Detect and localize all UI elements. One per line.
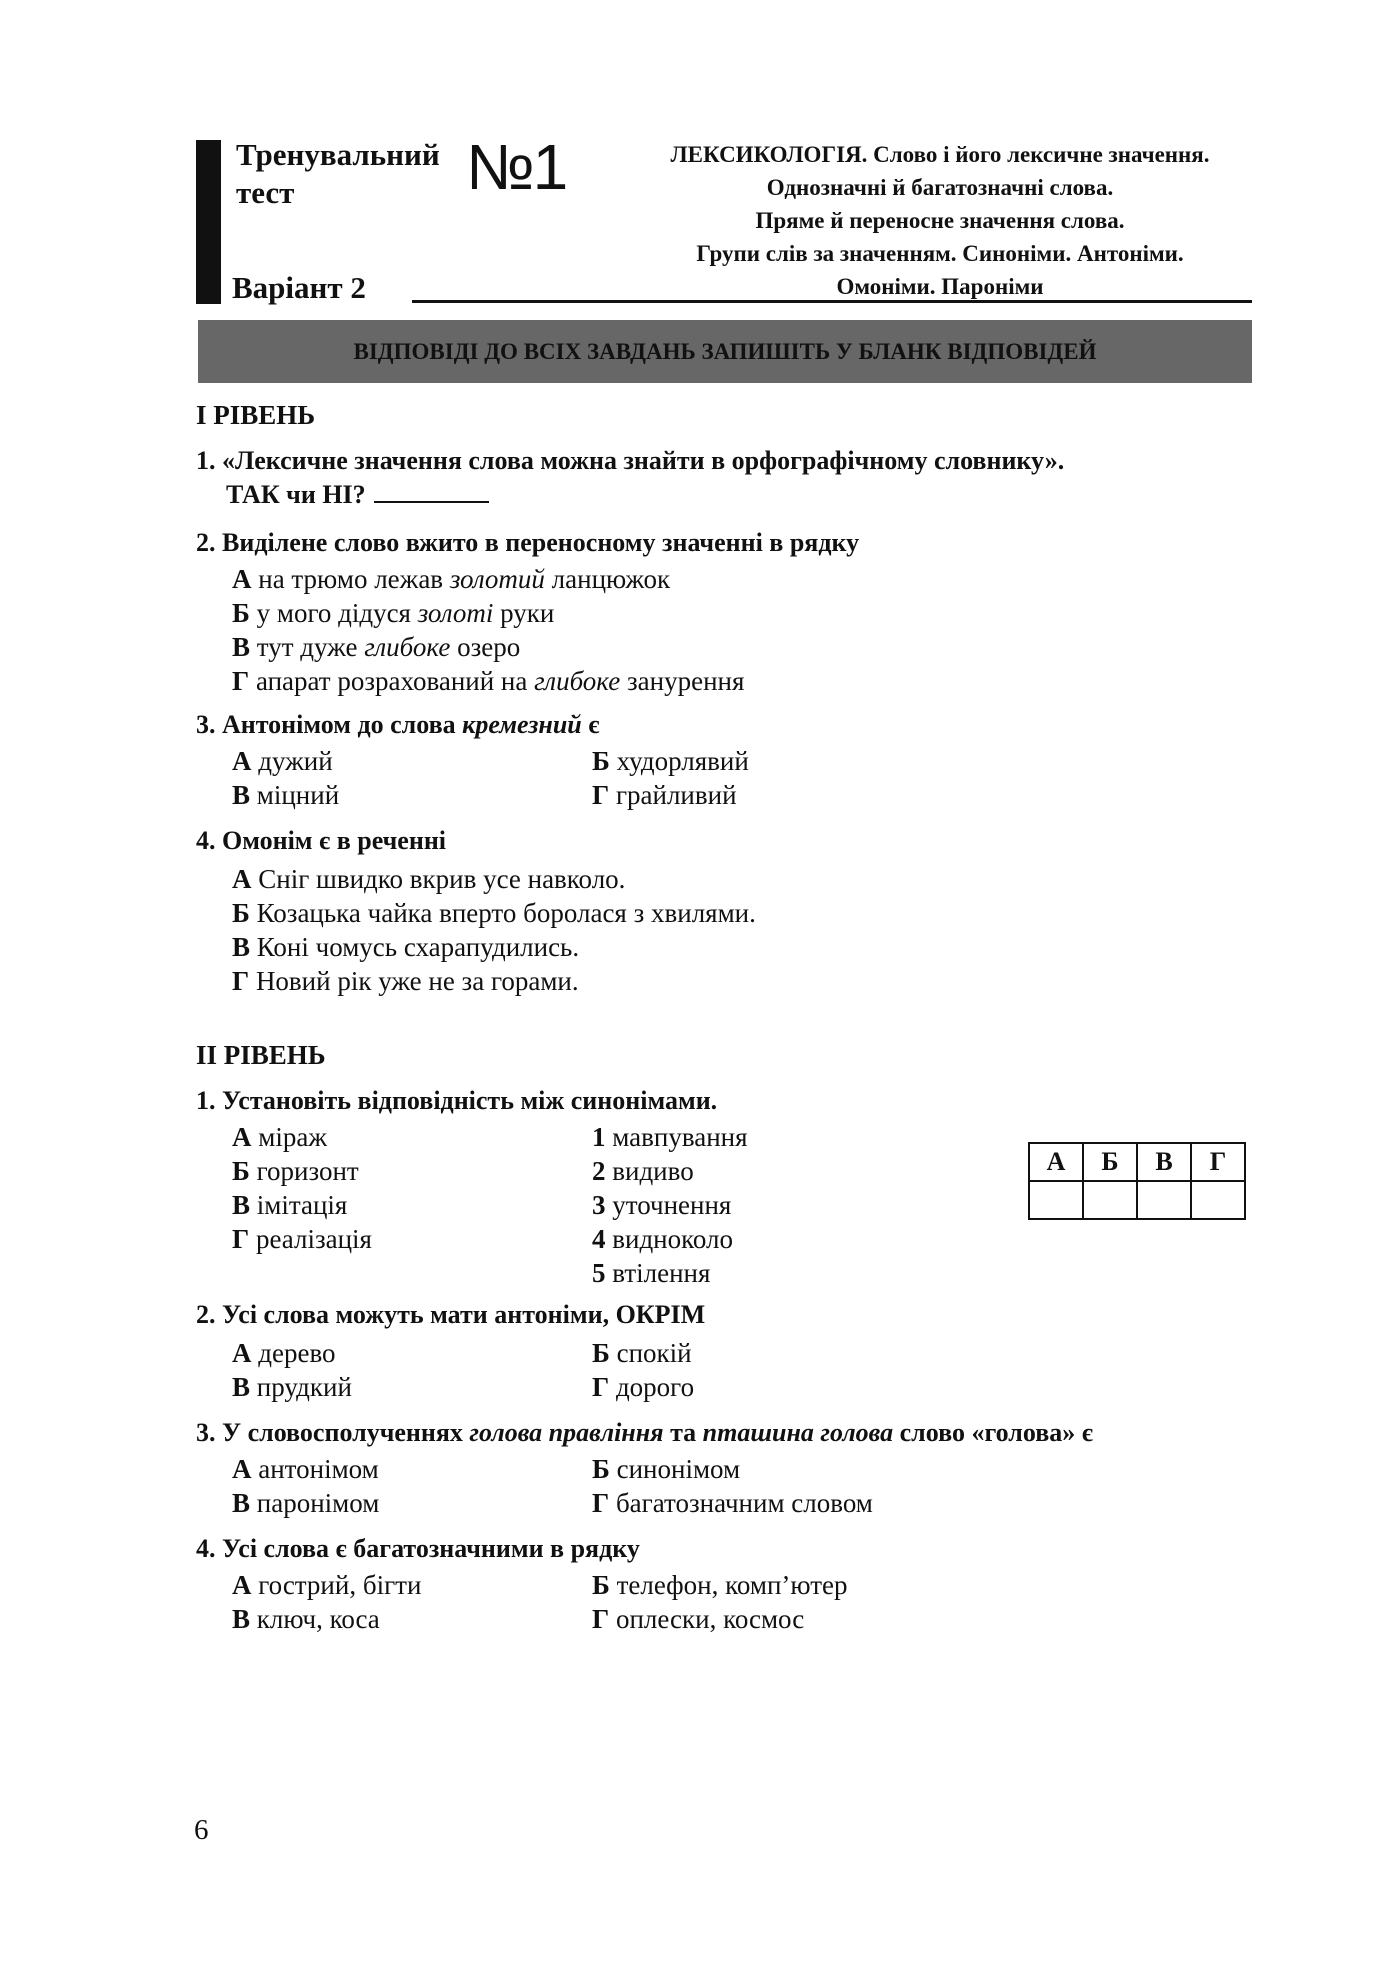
- l1-q4-text: 4. Омонім є в реченні: [196, 826, 447, 855]
- option: 2 видиво: [592, 1156, 694, 1186]
- option: Б у мого дідуся золоті руки: [232, 598, 555, 628]
- l2-q3-text: 3. У словосполученнях голова правління та пташина голова слово «голова» є: [196, 1418, 1093, 1447]
- option: Г Новий рік уже не за горами.: [232, 966, 579, 996]
- grid-header: Г: [1191, 1143, 1245, 1181]
- l1-q3-text: 3. Антонімом до слова кремезний є: [196, 710, 600, 739]
- option: А дужий: [232, 746, 333, 776]
- option: Г багатозначним словом: [592, 1488, 873, 1518]
- option: В імітація: [232, 1190, 348, 1220]
- option: 4 видноколо: [592, 1224, 733, 1254]
- answer-grid: [1028, 1142, 1246, 1220]
- option: Б Козацька чайка вперто боролася з хвилями.: [232, 898, 756, 928]
- option: Б телефон, комп’ютер: [592, 1570, 848, 1600]
- l1-q2-text: 2. Виділене слово вжито в переносному значенні в рядку: [196, 528, 860, 557]
- option: В тут дуже глибоке озеро: [232, 632, 521, 662]
- l2-q1-text: 1. Установіть відповідність між синонімами.: [196, 1086, 718, 1115]
- grid-cell[interactable]: [1029, 1181, 1083, 1219]
- option: В міцний: [232, 780, 340, 810]
- level-1-title: I РІВЕНЬ: [196, 400, 316, 430]
- option: А дерево: [232, 1338, 336, 1368]
- test-title: Тренувальний тест: [236, 137, 440, 210]
- instruction-banner: ВІДПОВІДІ ДО ВСІХ ЗАВДАНЬ ЗАПИШІТЬ У БЛАНК ВІДПОВІДЕЙ: [198, 320, 1252, 383]
- answer-blank[interactable]: [374, 479, 489, 503]
- grid-cell[interactable]: [1083, 1181, 1137, 1219]
- l1-q1: 1. «Лексичне значення слова можна знайти в орфографічному словнику». ТАК чи НІ?: [196, 446, 1065, 509]
- option: 5 втілення: [592, 1258, 711, 1288]
- option: Г оплески, космос: [592, 1604, 805, 1634]
- option: Б горизонт: [232, 1156, 359, 1186]
- option: В ключ, коса: [232, 1604, 380, 1634]
- option: В Коні чомусь схарапудились.: [232, 932, 580, 962]
- option: Г апарат розрахований на глибоке занурення: [232, 666, 745, 696]
- option: В прудкий: [232, 1372, 352, 1402]
- option: А міраж: [232, 1122, 327, 1152]
- option: А Сніг швидко вкрив усе навколо.: [232, 864, 626, 894]
- option: А на трюмо лежав золотий ланцюжок: [232, 564, 671, 594]
- grid-header: А: [1029, 1143, 1083, 1181]
- option: 3 уточнення: [592, 1190, 732, 1220]
- l2-q2-text: 2. Усі слова можуть мати антоніми, ОКРІМ: [196, 1300, 706, 1329]
- option: Б худорлявий: [592, 746, 749, 776]
- option: Г дорого: [592, 1372, 695, 1402]
- option: Г реалізація: [232, 1224, 372, 1254]
- option: А гострий, бігти: [232, 1570, 422, 1600]
- l2-q1-left: [232, 1120, 372, 1256]
- option: Г грайливий: [592, 780, 737, 810]
- grid-header: В: [1137, 1143, 1191, 1181]
- option: Б синонімом: [592, 1454, 741, 1484]
- option: Б спокій: [592, 1338, 692, 1368]
- l2-q4-text: 4. Усі слова є багатозначними в рядку: [196, 1534, 640, 1563]
- option: 1 мавпування: [592, 1122, 748, 1152]
- grid-header: Б: [1083, 1143, 1137, 1181]
- topics: ЛЕКСИКОЛОГІЯ. Слово і його лексичне значення. Однозначні й багатозначні слова. Пряме й переносне значення слова. Групи слів за значенням. Синоніми. Антоніми. Омоніми. Пароніми: [670, 142, 1210, 299]
- level-2-title: II РІВЕНЬ: [196, 1040, 326, 1070]
- grid-cell[interactable]: [1137, 1181, 1191, 1219]
- header-rule: [412, 300, 1252, 303]
- option: В паронімом: [232, 1488, 380, 1518]
- l1-q2-options: [232, 562, 744, 698]
- l2-q1-right: [592, 1120, 748, 1290]
- header-bar: [196, 140, 221, 304]
- grid-cell[interactable]: [1191, 1181, 1245, 1219]
- page-number: 6: [194, 1814, 209, 1846]
- l1-q4-options: [232, 862, 756, 998]
- test-number: №1: [466, 131, 567, 203]
- option: А антонімом: [232, 1454, 379, 1484]
- variant-label: Варіант 2: [232, 270, 366, 305]
